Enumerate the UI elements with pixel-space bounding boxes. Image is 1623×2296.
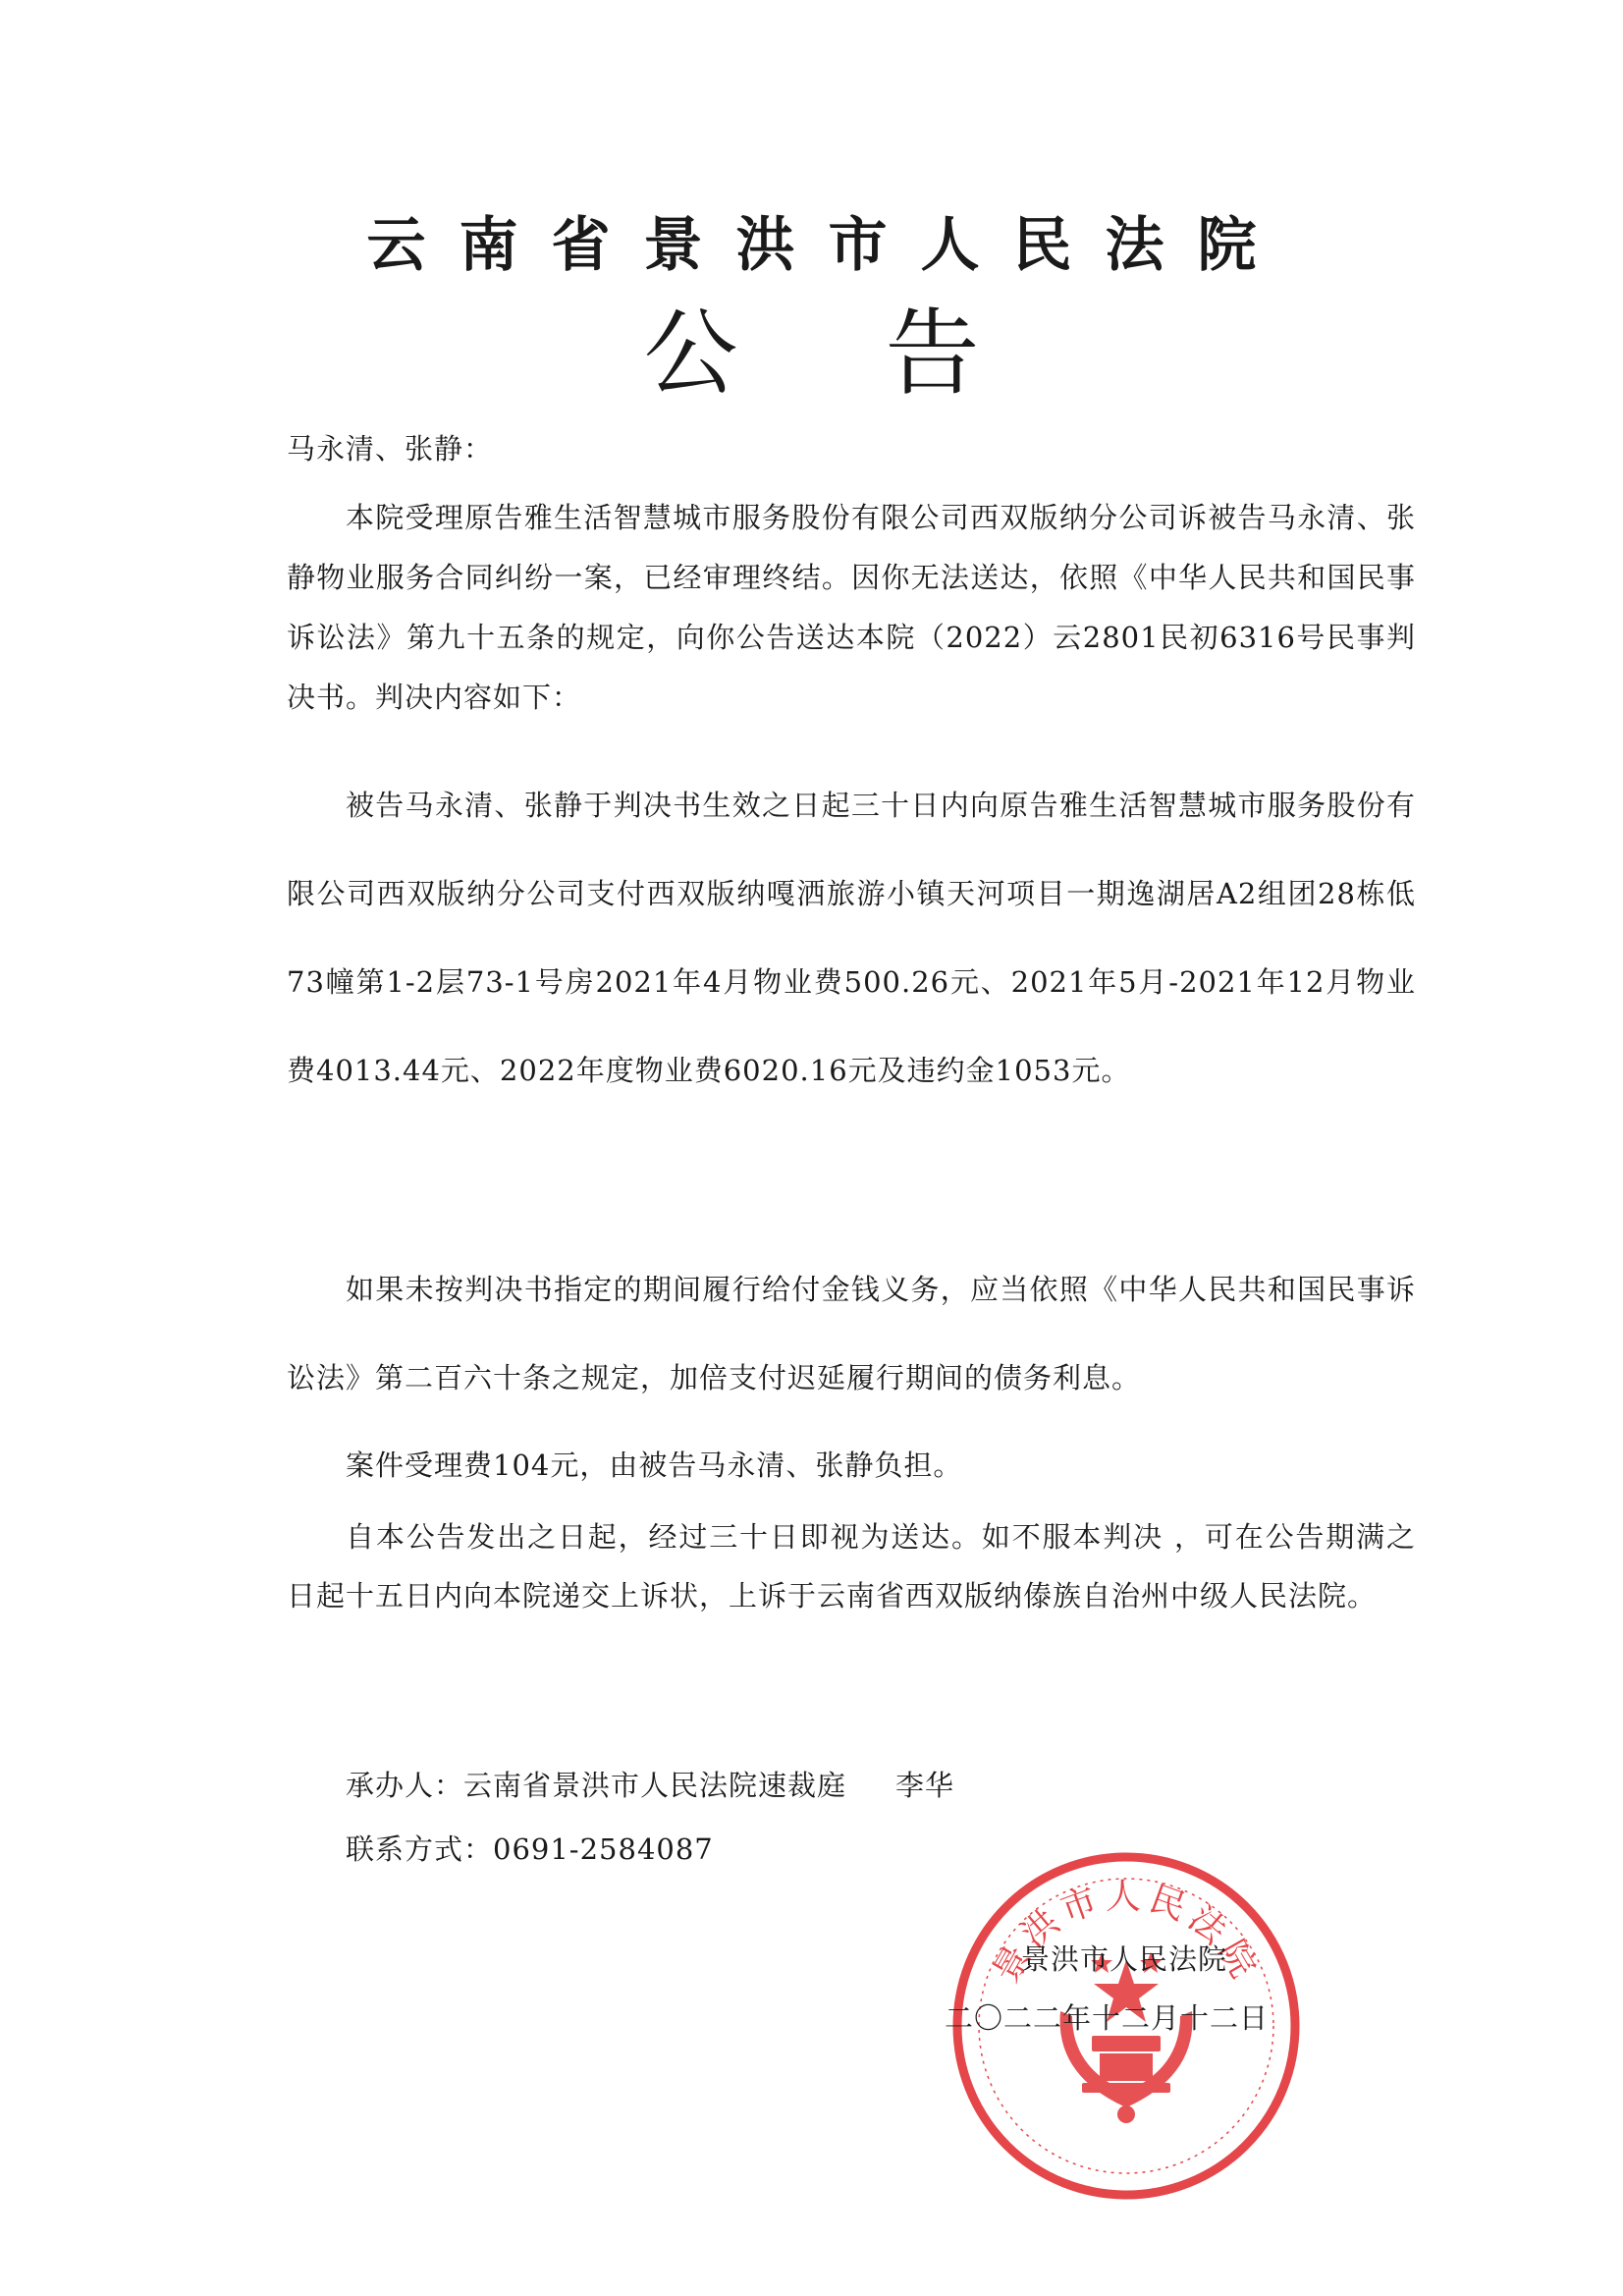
court-name-heading: 云南省景洪市人民法院 (366, 211, 1290, 280)
handler-name: 李华 (895, 1769, 955, 1802)
handler-line (346, 1761, 1475, 1810)
intro-paragraph: 本院受理原告雅生活智慧城市服务股份有限公司西双版纳分公司诉被告马永清、张静物业服务合同纠纷一案，已经审理终结。因你无法送达，依照《中华人民共和国民事诉讼法》第九十五条的规定，向你公告送达本院（2022）云2801民初6316号民事判决书。判决内容如下： (287, 501, 1416, 714)
contact-line: 联系方式：0691-2584087 (346, 1832, 714, 1866)
judgment-paragraph: 被告马永清、张静于判决书生效之日起三十日内向原告雅生活智慧城市服务股份有限公司西双版纳分公司支付西双版纳嘎洒旅游小镇天河项目一期逸湖居A2组团28栋低73幢第1-2层73-1号房2021年4月物业费500.26元、2021年5月-2021年12月物业费4013.44元、2022年度物业费6020.16元及违约金1053元。 (287, 789, 1416, 1087)
seal-arc-text: 景洪市人民法院 (986, 1877, 1267, 1991)
consequence-paragraph: 如果未按判决书指定的期间履行给付金钱义务，应当依照《中华人民共和国民事诉讼法》第二百六十条之规定，加倍支付迟延履行期间的债务利息。 (287, 1273, 1416, 1394)
signature-court: 景洪市人民法院 (1021, 1942, 1228, 1976)
addressee: 马永清、张静： (287, 432, 494, 465)
fee-paragraph: 案件受理费104元，由被告马永清、张静负担。 (346, 1449, 963, 1482)
signature-date: 二〇二二年十二月十二日 (945, 2001, 1270, 2035)
notice-title: 公告 (643, 299, 1127, 409)
appeal-paragraph: 自本公告发出之日起，经过三十日即视为送达。如不服本判决 ，可在公告期满之日起十五日内向本院递交上诉状，上诉于云南省西双版纳傣族自治州中级人民法院。 (287, 1520, 1416, 1613)
handler-label: 承办人：云南省景洪市人民法院速裁庭 (346, 1769, 847, 1802)
